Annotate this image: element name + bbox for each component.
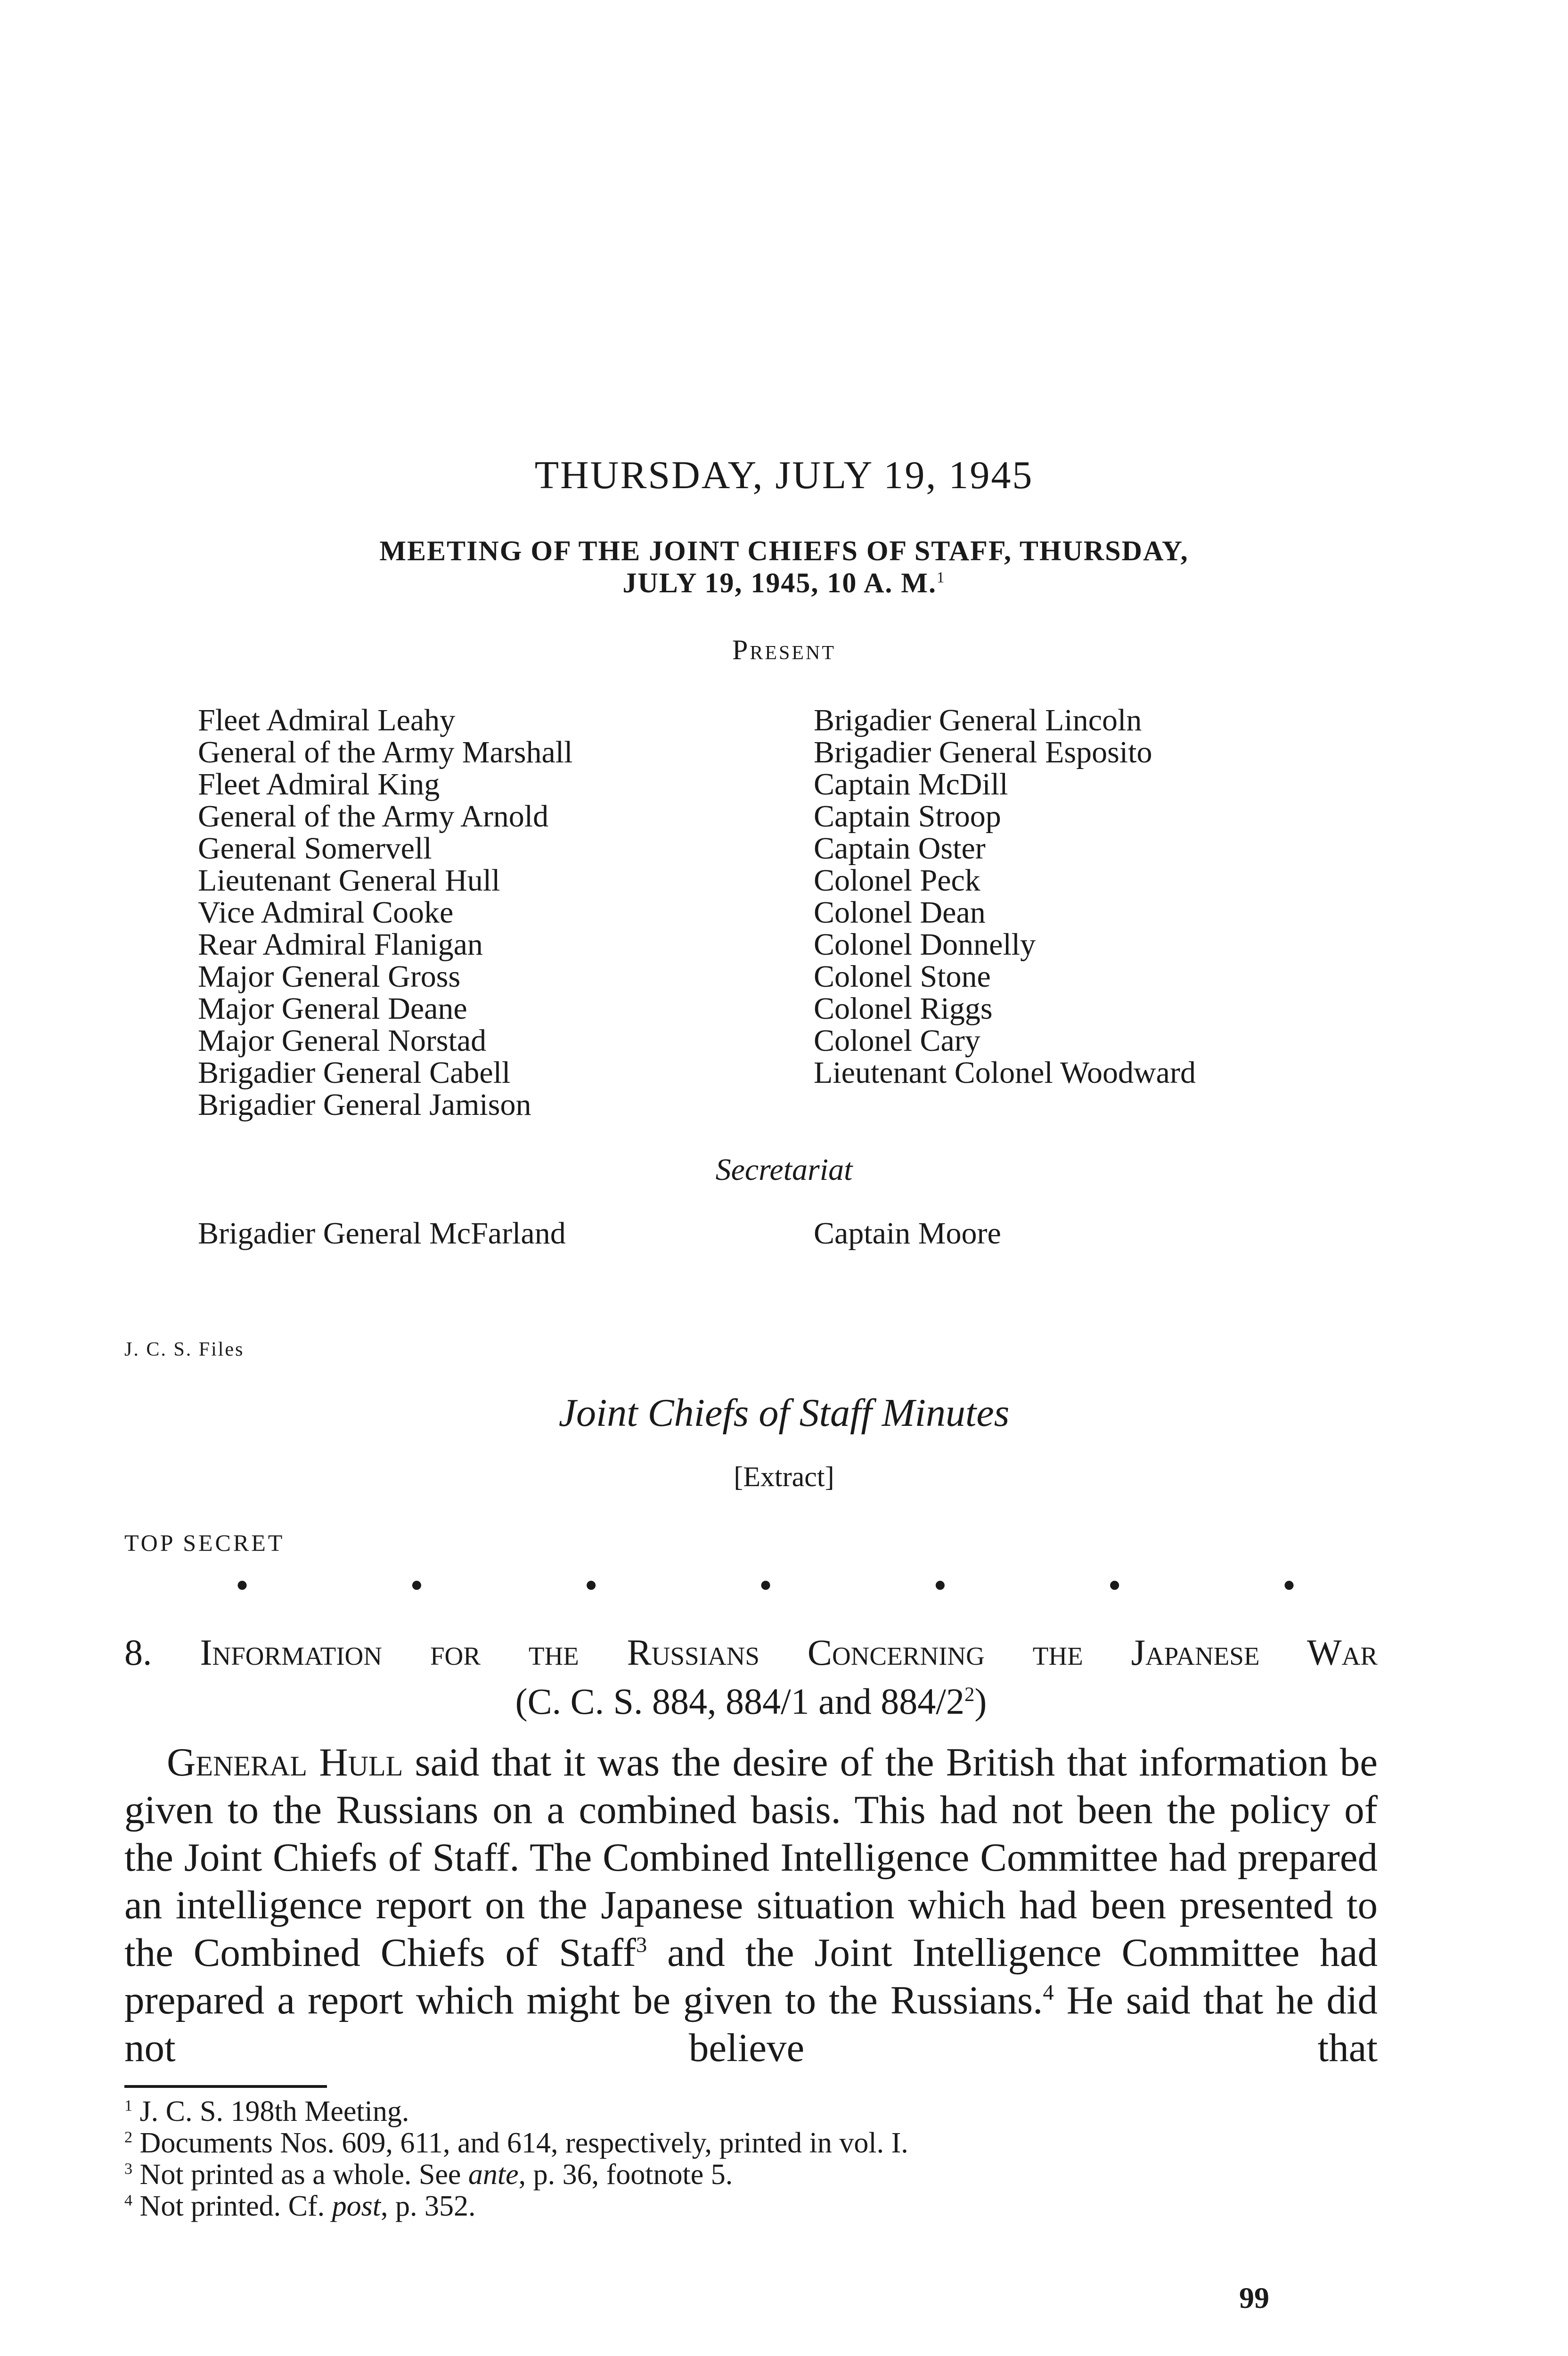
body-text-1: said that it was the desire of the British that information be given to the Russians on a combined basis. This had not been the policy of the Joint Chiefs of Staff. The Combined Intelligence Committee had prepared an intelligence report on the Japanese situation which had been presented to the Combined Chiefs of Staff [124, 1740, 1378, 1975]
attendee-right-item: Lieutenant Colonel Woodward [814, 1055, 1196, 1090]
attendee-right-item: Brigadier General Lincoln [814, 703, 1142, 737]
attendee-left-item: Major General Norstad [198, 1023, 487, 1058]
dot: • [933, 1565, 947, 1606]
footnote-ref-2: 2 [964, 1684, 975, 1706]
footnotes-list [124, 2096, 908, 2222]
attendees-left-list [198, 704, 572, 1121]
body-text-3: He said that he did not believe that [124, 1978, 1378, 2070]
attendee-left-item: General Somervell [198, 831, 432, 866]
attendee-left-item: Vice Admiral Cooke [198, 895, 454, 930]
attendee-left-item: Rear Admiral Flanigan [198, 927, 483, 962]
footnote-text: Not printed. Cf. [139, 2190, 332, 2222]
secretariat-member-right: Captain Moore [814, 1216, 1001, 1251]
footnote-number: 1 [124, 2097, 133, 2115]
dot: • [759, 1565, 772, 1606]
footnote-text: Documents Nos. 609, 611, and 614, respectively, printed in vol. I. [139, 2127, 908, 2159]
secretariat-member-left: Brigadier General McFarland [198, 1216, 566, 1251]
section-heading-line2-text: (C. C. S. 884, 884/1 and 884/2 [515, 1681, 964, 1722]
footnote-item [124, 2191, 908, 2222]
dot: • [410, 1565, 424, 1606]
footnote-item [124, 2159, 908, 2191]
attendees-right-list [814, 704, 1196, 1089]
attendee-left-item: Major General Gross [198, 959, 461, 994]
attendee-right-item: Brigadier General Esposito [814, 735, 1152, 769]
section-heading-line2-close: ) [974, 1681, 987, 1722]
attendee-left-item: Brigadier General Cabell [198, 1055, 511, 1090]
meeting-title-line2-text: JULY 19, 1945, 10 A. M. [622, 567, 937, 598]
speaker-name: General Hull [167, 1740, 403, 1784]
section-heading [124, 1628, 1378, 1726]
attendee-right-item: Colonel Peck [814, 863, 980, 898]
dot: • [1282, 1565, 1296, 1606]
footnote-rule [124, 2085, 327, 2088]
meeting-title-line2 [0, 567, 1568, 599]
attendee-right-item: Colonel Dean [814, 895, 986, 930]
attendee-right-item: Colonel Riggs [814, 991, 993, 1026]
date-heading: THURSDAY, JULY 19, 1945 [534, 453, 1034, 497]
footnote-text: , p. 36, footnote 5. [518, 2159, 733, 2191]
body-text-2: and the Joint Intelligence Committee had prepared a report which might be given to the Russians. [124, 1931, 1378, 2022]
footnote-italic: ante [468, 2159, 519, 2191]
footnote-text: Not printed as a whole. See [139, 2159, 468, 2191]
footnote-ref-4: 4 [1043, 1980, 1054, 2005]
page-number: 99 [1239, 2281, 1269, 2315]
footnote-item [124, 2096, 908, 2127]
attendee-right-item: Captain McDill [814, 767, 1008, 802]
dot: • [584, 1565, 598, 1606]
document-title: Joint Chiefs of Staff Minutes [558, 1391, 1010, 1435]
dot: • [1108, 1565, 1121, 1606]
footnote-number: 2 [124, 2128, 133, 2146]
attendee-left-item: Fleet Admiral King [198, 767, 440, 802]
footnote-italic: post [332, 2190, 381, 2222]
attendee-left-item: General of the Army Marshall [198, 735, 573, 769]
attendee-right-item: Captain Stroop [814, 799, 1001, 834]
footnote-number: 3 [124, 2160, 133, 2178]
classification-label: TOP SECRET [124, 1530, 285, 1556]
attendee-right-item: Colonel Cary [814, 1023, 980, 1058]
footnote-ref-3: 3 [636, 1932, 647, 1957]
footnote-text: , p. 352. [381, 2190, 476, 2222]
meeting-title [0, 535, 1568, 599]
section-heading-line2 [124, 1677, 1378, 1726]
attendee-right-item: Colonel Stone [814, 959, 991, 994]
footnote-text: J. C. S. 198th Meeting. [139, 2095, 409, 2127]
attendee-right-item: Captain Oster [814, 831, 986, 866]
attendee-left-item: General of the Army Arnold [198, 799, 549, 834]
dot: • [236, 1565, 249, 1606]
attendee-left-item: Lieutenant General Hull [198, 863, 500, 898]
attendee-left-item: Brigadier General Jamison [198, 1088, 531, 1122]
extract-label: [Extract] [734, 1461, 834, 1492]
attendee-left-item: Fleet Admiral Leahy [198, 703, 456, 737]
attendee-left-item: Major General Deane [198, 991, 467, 1026]
footnote-item [124, 2127, 908, 2159]
footnote-number: 4 [124, 2192, 133, 2209]
meeting-title-line1: MEETING OF THE JOINT CHIEFS OF STAFF, THURSDAY, [379, 535, 1189, 566]
ellipsis-dots [236, 1564, 1296, 1607]
section-heading-line1: 8. Information for the Russians Concerning the Japanese War [124, 1632, 1378, 1673]
present-label: Present [732, 634, 836, 665]
attendee-right-item: Colonel Donnelly [814, 927, 1036, 962]
body-paragraph [124, 1739, 1378, 2072]
secretariat-label: Secretariat [715, 1153, 853, 1187]
source-label: J. C. S. Files [124, 1339, 245, 1360]
footnote-ref-1: 1 [937, 569, 946, 586]
